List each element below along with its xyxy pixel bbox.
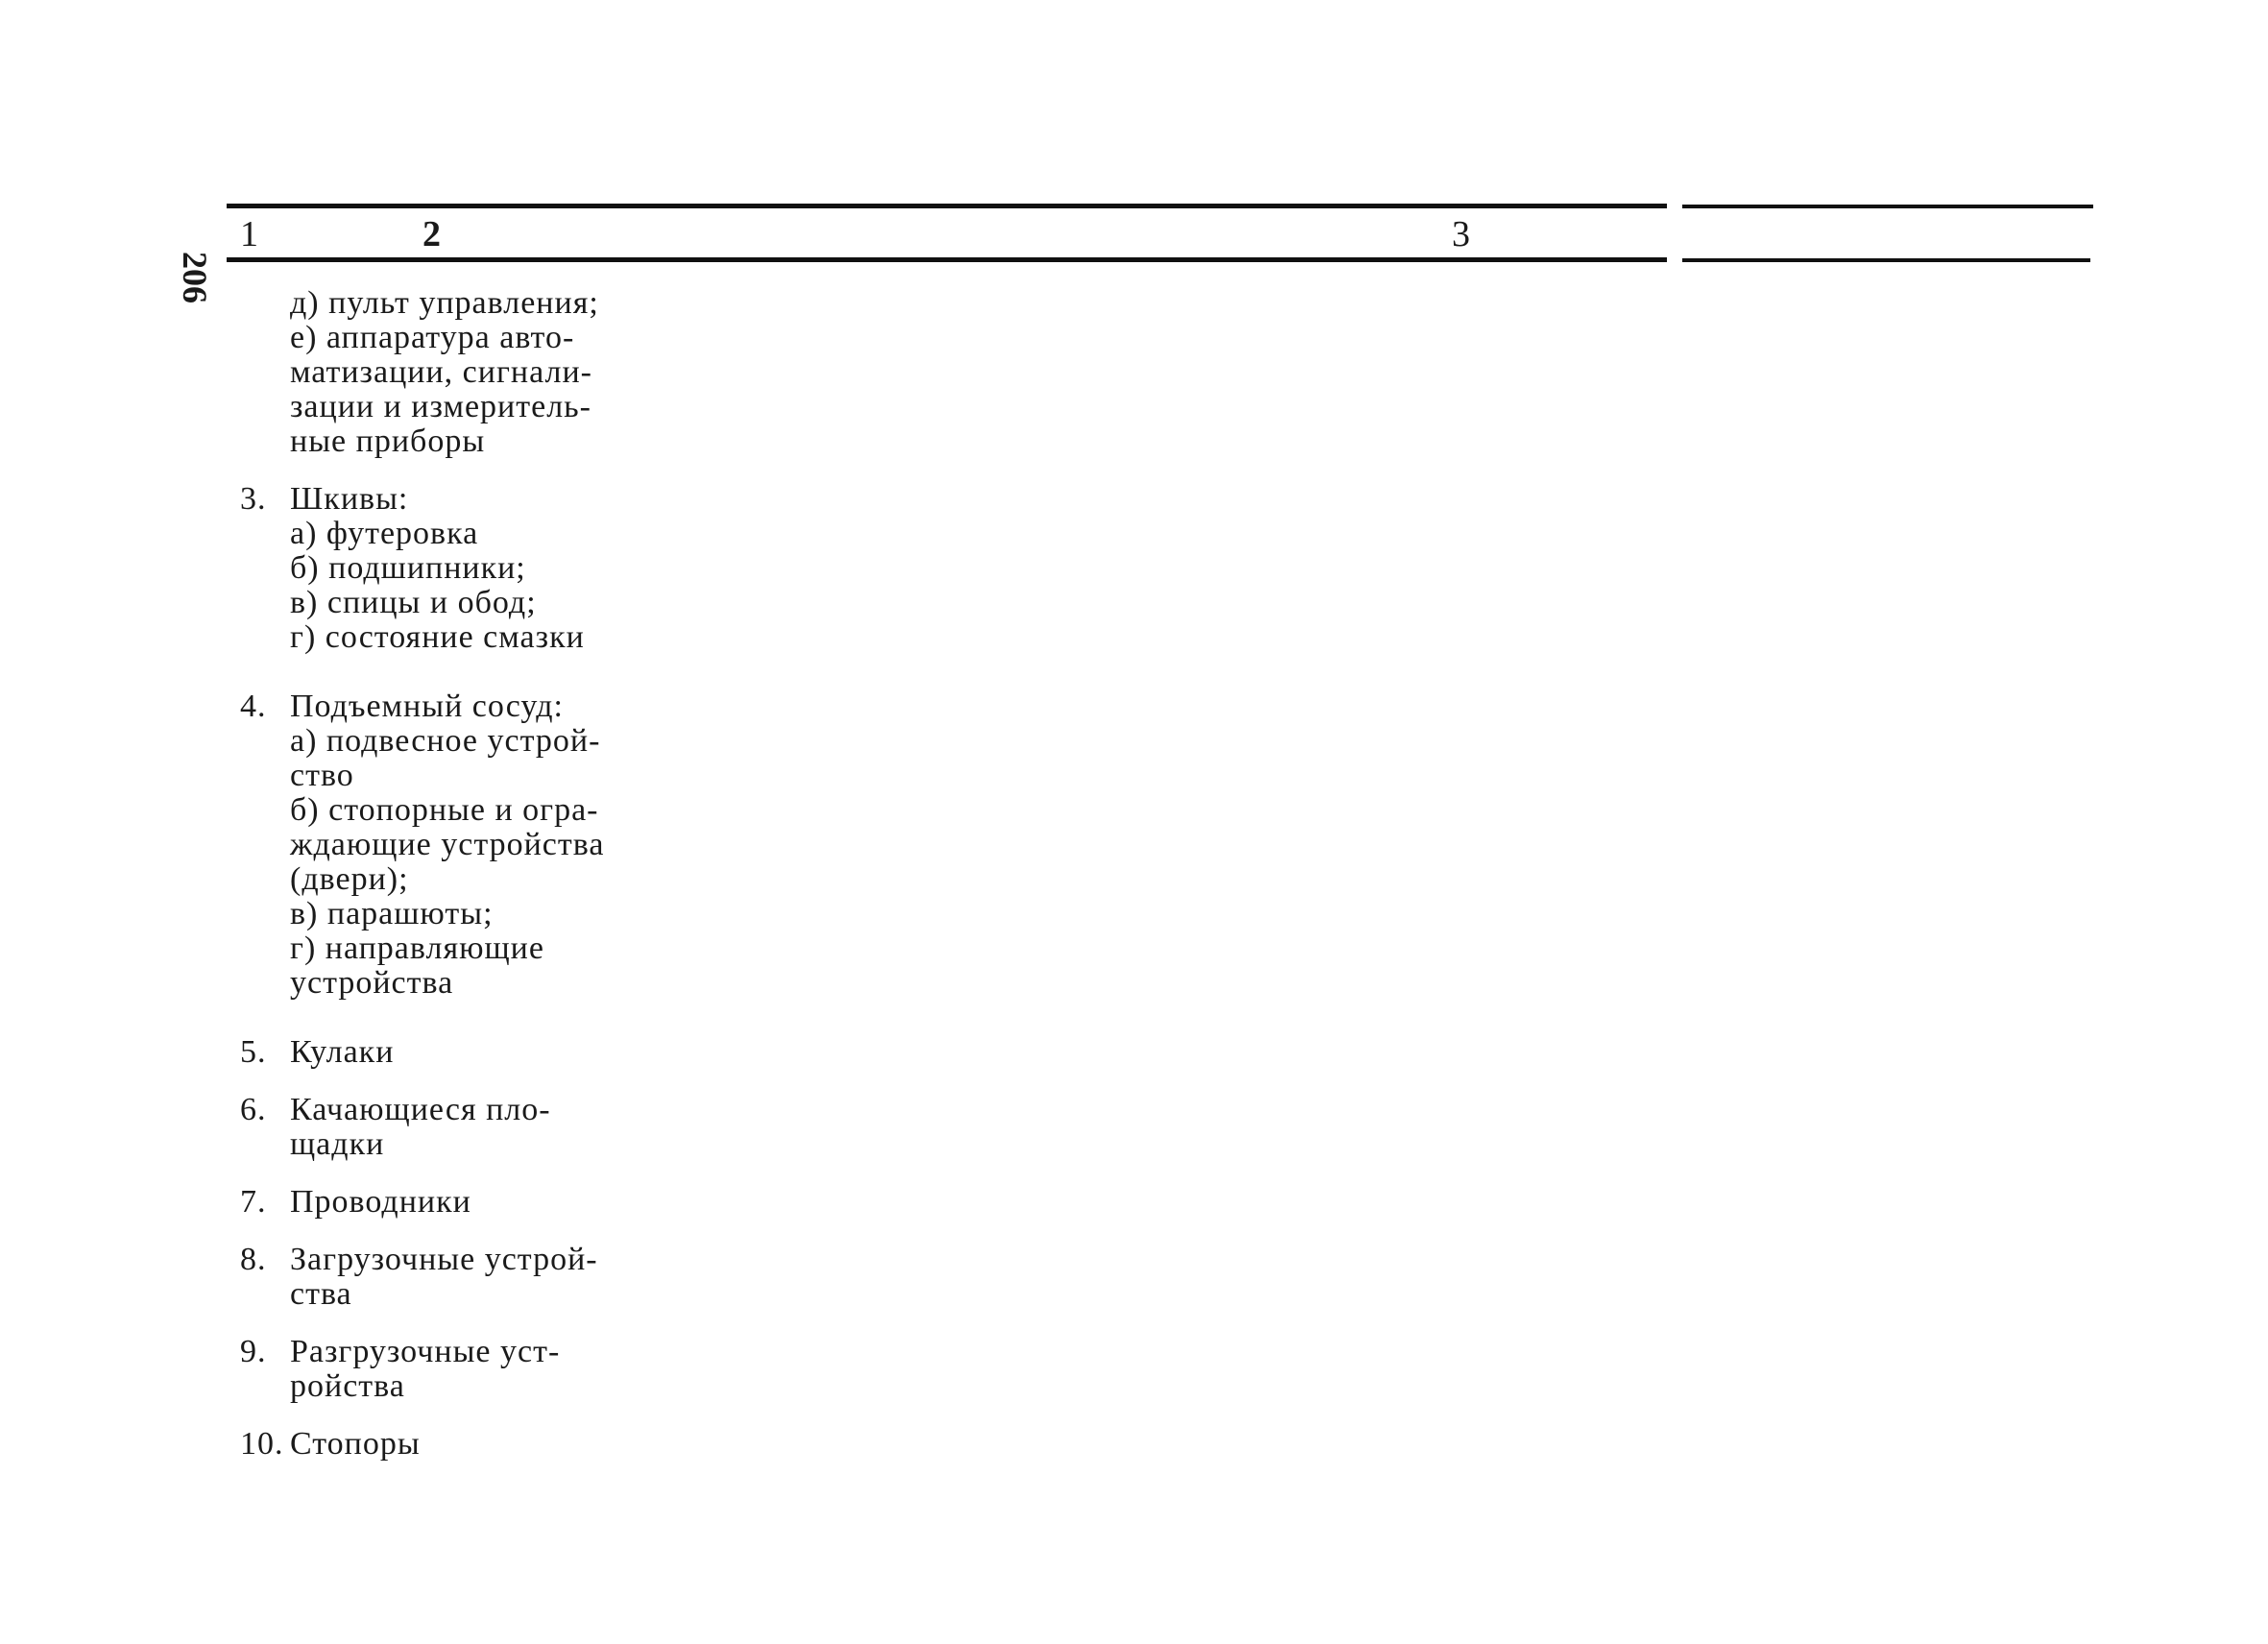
item-line: (двери); (290, 861, 409, 897)
item-line: г) направляющие (290, 931, 544, 966)
item-line: в) парашюты; (290, 896, 494, 931)
column-number-2: 2 (422, 214, 441, 254)
item-number: 4. (240, 689, 267, 724)
item-line: ждающие устройства (290, 827, 605, 862)
item-line: в) спицы и обод; (290, 585, 537, 620)
lead-block (240, 286, 653, 459)
list-item (240, 482, 653, 655)
item-line: а) подвесное устрой- (290, 723, 601, 759)
item-number: 6. (240, 1092, 267, 1127)
lead-line: матизации, сигнали- (290, 354, 592, 390)
item-title: Подъемный сосуд: (290, 689, 564, 724)
item-number: 5. (240, 1034, 267, 1070)
list-item (240, 1335, 653, 1404)
item-title: Стопоры (290, 1426, 421, 1462)
list-item (240, 689, 653, 1001)
item-line: а) футеровка (290, 516, 479, 551)
list-item (240, 1035, 653, 1070)
item-number: 3. (240, 481, 267, 517)
item-number: 10. (240, 1426, 284, 1462)
page-number-container (176, 252, 214, 309)
item-title: Загрузочные устрой- (290, 1242, 598, 1277)
item-number: 7. (240, 1184, 267, 1220)
item-number: 8. (240, 1242, 267, 1277)
column-number-3: 3 (1452, 214, 1470, 254)
lead-line: д) пульт управления; (290, 285, 599, 321)
item-title: Качающиеся пло- (290, 1092, 551, 1127)
item-title: Шкивы: (290, 481, 409, 517)
column-number-1: 1 (240, 214, 258, 254)
lead-line: зации и измеритель- (290, 389, 591, 424)
item-line: б) стопорные и огра- (290, 792, 599, 828)
inspection-list (240, 286, 653, 1462)
item-line: ство (290, 758, 354, 793)
page-number: 206 (176, 252, 214, 303)
list-item (240, 1243, 653, 1312)
item-title: Кулаки (290, 1034, 395, 1070)
item-number: 9. (240, 1334, 267, 1369)
item-line: ства (290, 1276, 352, 1312)
item-title: Проводники (290, 1184, 471, 1220)
list-item (240, 1185, 653, 1220)
table-header-rule (227, 257, 1667, 262)
table-header-rule-right (1682, 258, 2090, 262)
list-item (240, 1093, 653, 1162)
table-top-rule (227, 204, 1667, 208)
item-line: г) состояние смазки (290, 619, 585, 655)
item-title: Разгрузочные уст- (290, 1334, 561, 1369)
lead-line: е) аппаратура авто- (290, 320, 575, 355)
item-line: ройства (290, 1368, 405, 1404)
item-line: устройства (290, 965, 454, 1001)
item-line: щадки (290, 1126, 385, 1162)
table-top-rule-right (1682, 205, 2093, 208)
item-line: б) подшипники; (290, 550, 526, 586)
list-item (240, 1427, 653, 1462)
lead-line: ные приборы (290, 423, 486, 459)
